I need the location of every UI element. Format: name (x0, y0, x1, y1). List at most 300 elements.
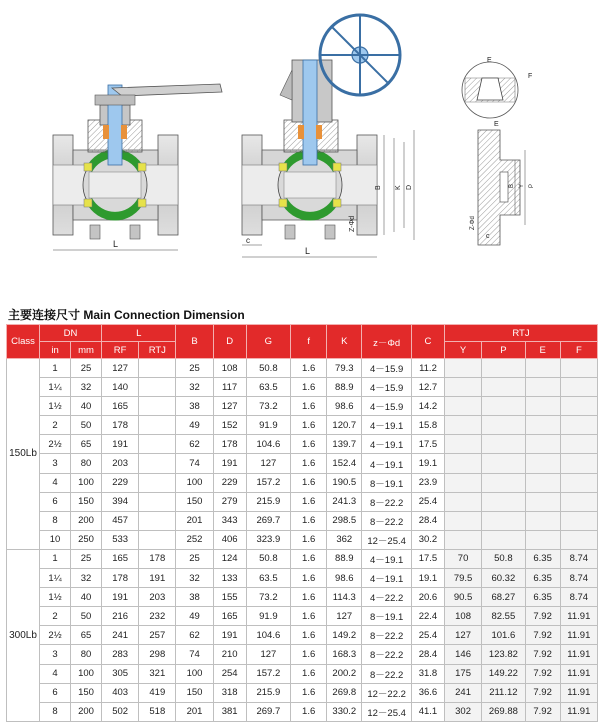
table-cell: 108 (444, 607, 481, 626)
table-cell: 403 (102, 683, 139, 702)
table-cell (139, 378, 176, 397)
col-c: C (411, 325, 444, 359)
table-cell (444, 454, 481, 473)
table-cell: 4－19.1 (362, 549, 412, 568)
table-cell: 63.5 (246, 569, 290, 588)
table-cell: 178 (213, 435, 246, 454)
dim-label-K: K (395, 185, 402, 190)
table-cell: 2 (40, 607, 71, 626)
dim-label-E2: E (494, 121, 499, 128)
col-f2: F (560, 342, 597, 359)
table-cell: 279 (213, 492, 246, 511)
table-cell: 178 (102, 569, 139, 588)
table-cell: 108 (213, 359, 246, 378)
table-cell: 4－19.1 (362, 454, 412, 473)
header-row-1 (7, 325, 598, 342)
table-row (7, 702, 598, 721)
table-cell: 394 (102, 492, 139, 511)
table-cell: 201 (176, 702, 213, 721)
table-cell: 7.92 (525, 645, 560, 664)
table-cell: 216 (102, 607, 139, 626)
table-cell: 25 (71, 359, 102, 378)
table-cell: 2½ (40, 435, 71, 454)
table-cell: 6.35 (525, 569, 560, 588)
table-cell: 23.9 (411, 473, 444, 492)
table-cell: 330.2 (327, 702, 362, 721)
table-cell: 165 (213, 607, 246, 626)
table-cell: 1.6 (291, 397, 327, 416)
table-cell: 6.35 (525, 588, 560, 607)
table-cell (444, 530, 481, 549)
table-cell: 533 (102, 530, 139, 549)
table-cell: 127 (444, 626, 481, 645)
table-cell: 8－22.2 (362, 626, 412, 645)
table-cell: 11.2 (411, 359, 444, 378)
table-cell: 63.5 (246, 378, 290, 397)
table-cell: 12－25.4 (362, 702, 412, 721)
table-cell: 305 (102, 664, 139, 683)
table-cell (525, 397, 560, 416)
table-cell: 1 (40, 549, 71, 568)
dim-label-B: B (375, 185, 382, 190)
table-cell: 200 (71, 511, 102, 530)
table-cell: 1½ (40, 588, 71, 607)
table-cell: 100 (71, 664, 102, 683)
table-cell: 6.35 (525, 549, 560, 568)
table-cell (560, 473, 597, 492)
table-row (7, 473, 598, 492)
table-cell: 152.4 (327, 454, 362, 473)
table-cell: 232 (139, 607, 176, 626)
dimension-table (6, 324, 598, 722)
col-rtj: RTJ (444, 325, 597, 342)
table-cell: 139.7 (327, 435, 362, 454)
table-cell: 127 (213, 397, 246, 416)
table-cell: 11.91 (560, 626, 597, 645)
table-cell: 150 (176, 492, 213, 511)
lever-valve-view (53, 84, 222, 250)
table-cell: 321 (139, 664, 176, 683)
table-row (7, 645, 598, 664)
table-cell: 203 (102, 454, 139, 473)
table-cell (560, 530, 597, 549)
table-cell: 241 (444, 683, 481, 702)
table-cell: 12.7 (411, 378, 444, 397)
table-cell: 157.2 (246, 664, 290, 683)
table-cell: 98.6 (327, 569, 362, 588)
table-cell: 4 (40, 473, 71, 492)
table-cell: 70 (444, 549, 481, 568)
table-cell (482, 454, 525, 473)
table-row (7, 397, 598, 416)
table-cell: 6 (40, 683, 71, 702)
table-cell: 74 (176, 454, 213, 473)
table-cell: 17.5 (411, 549, 444, 568)
dim-label-c2: c (486, 233, 490, 240)
col-dn: DN (40, 325, 102, 342)
table-cell: 215.9 (246, 492, 290, 511)
table-cell: 32 (176, 569, 213, 588)
table-cell: 269.8 (327, 683, 362, 702)
table-cell: 40 (71, 588, 102, 607)
table-cell: 133 (213, 569, 246, 588)
table-cell (482, 435, 525, 454)
table-cell: 2 (40, 416, 71, 435)
rtj-groove-detail (462, 57, 532, 118)
table-cell: 200 (71, 702, 102, 721)
table-cell: 7.92 (525, 702, 560, 721)
col-l: L (102, 325, 176, 342)
table-cell: 269.7 (246, 702, 290, 721)
table-row (7, 511, 598, 530)
col-b: B (176, 325, 213, 359)
table-cell: 8－22.2 (362, 645, 412, 664)
table-cell: 7.92 (525, 607, 560, 626)
table-cell: 168.3 (327, 645, 362, 664)
table-cell (560, 435, 597, 454)
table-cell: 1.6 (291, 530, 327, 549)
table-cell: 8 (40, 511, 71, 530)
table-row (7, 607, 598, 626)
table-cell: 104.6 (246, 435, 290, 454)
table-cell: 283 (102, 645, 139, 664)
table-cell: 68.27 (482, 588, 525, 607)
table-cell (482, 511, 525, 530)
table-cell: 10 (40, 530, 71, 549)
table-cell: 40 (71, 397, 102, 416)
table-cell: 8－22.2 (362, 492, 412, 511)
table-cell: 1.6 (291, 511, 327, 530)
table-cell: 2½ (40, 626, 71, 645)
table-cell: 150 (71, 683, 102, 702)
table-cell (525, 416, 560, 435)
table-cell: 175 (444, 664, 481, 683)
table-cell: 4－19.1 (362, 569, 412, 588)
table-cell: 11.91 (560, 664, 597, 683)
table-cell (525, 530, 560, 549)
table-cell: 17.5 (411, 435, 444, 454)
table-cell: 1.6 (291, 683, 327, 702)
dim-label-Y: Y (519, 183, 525, 188)
table-cell: 318 (213, 683, 246, 702)
col-z: z－Φd (362, 325, 412, 359)
table-cell (525, 454, 560, 473)
table-cell: 4 (40, 664, 71, 683)
table-cell: 229 (213, 473, 246, 492)
table-cell: 1.6 (291, 645, 327, 664)
table-row (7, 683, 598, 702)
table-cell (444, 473, 481, 492)
table-cell: 406 (213, 530, 246, 549)
table-cell: 60.32 (482, 569, 525, 588)
table-cell: 15.8 (411, 416, 444, 435)
table-cell: 1.6 (291, 569, 327, 588)
table-cell: 149.2 (327, 626, 362, 645)
table-cell: 50.8 (246, 359, 290, 378)
table-row (7, 549, 598, 568)
table-cell (482, 473, 525, 492)
table-row (7, 435, 598, 454)
col-mm: mm (71, 342, 102, 359)
table-cell: 4－22.2 (362, 588, 412, 607)
dim-label-L: L (113, 239, 119, 249)
table-cell: 8－22.2 (362, 664, 412, 683)
table-cell (444, 435, 481, 454)
dim-label-z-phid2: Z-Φd (470, 216, 476, 230)
table-cell: 25 (176, 549, 213, 568)
table-cell (139, 416, 176, 435)
table-cell: 20.6 (411, 588, 444, 607)
table-cell: 74 (176, 645, 213, 664)
table-row (7, 454, 598, 473)
col-f: f (291, 325, 327, 359)
table-cell: 457 (102, 511, 139, 530)
table-cell (525, 473, 560, 492)
table-cell: 7.92 (525, 626, 560, 645)
table-cell: 50 (71, 607, 102, 626)
table-cell: 1 (40, 359, 71, 378)
table-row (7, 492, 598, 511)
table-cell (444, 397, 481, 416)
table-cell (482, 530, 525, 549)
table-cell: 6 (40, 492, 71, 511)
table-cell: 211.12 (482, 683, 525, 702)
table-cell: 1.6 (291, 359, 327, 378)
table-row (7, 378, 598, 397)
table-cell: 7.92 (525, 683, 560, 702)
table-cell: 50.8 (246, 549, 290, 568)
table-cell (560, 397, 597, 416)
table-cell: 73.2 (246, 588, 290, 607)
table-cell: 124 (213, 549, 246, 568)
table-cell (444, 492, 481, 511)
table-cell: 298.5 (327, 511, 362, 530)
table-cell: 1.6 (291, 416, 327, 435)
table-cell: 38 (176, 588, 213, 607)
table-cell: 362 (327, 530, 362, 549)
col-k: K (327, 325, 362, 359)
table-cell (444, 511, 481, 530)
table-cell: 101.6 (482, 626, 525, 645)
table-cell: 65 (71, 435, 102, 454)
table-cell: 82.55 (482, 607, 525, 626)
dim-label-E: E (487, 57, 492, 64)
table-cell: 117 (213, 378, 246, 397)
table-cell: 80 (71, 645, 102, 664)
table-cell: 178 (102, 416, 139, 435)
table-cell (560, 359, 597, 378)
table-cell: 11.91 (560, 683, 597, 702)
table-cell: 1.6 (291, 492, 327, 511)
table-cell (560, 454, 597, 473)
table-cell: 30.2 (411, 530, 444, 549)
table-cell: 518 (139, 702, 176, 721)
table-cell: 49 (176, 416, 213, 435)
col-d: D (213, 325, 246, 359)
table-cell (482, 416, 525, 435)
table-cell (139, 511, 176, 530)
table-cell: 257 (139, 626, 176, 645)
col-rf: RF (102, 342, 139, 359)
table-cell: 25 (176, 359, 213, 378)
table-cell: 88.9 (327, 378, 362, 397)
table-cell: 140 (102, 378, 139, 397)
table-cell: 127 (246, 645, 290, 664)
table-cell (139, 359, 176, 378)
table-cell: 19.1 (411, 454, 444, 473)
table-cell: 104.6 (246, 626, 290, 645)
dim-label-c: c (246, 236, 250, 245)
table-row (7, 569, 598, 588)
table-cell: 88.9 (327, 549, 362, 568)
table-row (7, 626, 598, 645)
table-cell: 8 (40, 702, 71, 721)
table-cell: 152 (213, 416, 246, 435)
table-cell (525, 435, 560, 454)
table-cell: 1.6 (291, 549, 327, 568)
table-row (7, 530, 598, 549)
table-cell: 165 (102, 549, 139, 568)
col-class: Class (7, 325, 40, 359)
table-cell: 250 (71, 530, 102, 549)
table-cell: 191 (102, 588, 139, 607)
table-cell: 100 (71, 473, 102, 492)
table-cell: 502 (102, 702, 139, 721)
table-cell (482, 378, 525, 397)
table-cell: 1.6 (291, 702, 327, 721)
table-cell: 28.4 (411, 645, 444, 664)
table-cell: 191 (213, 454, 246, 473)
table-cell (139, 397, 176, 416)
table-cell: 114.3 (327, 588, 362, 607)
table-cell: 343 (213, 511, 246, 530)
table-cell (482, 359, 525, 378)
valve-drawing (0, 0, 604, 300)
table-cell: 12－25.4 (362, 530, 412, 549)
table-cell: 269.88 (482, 702, 525, 721)
table-cell: 229 (102, 473, 139, 492)
table-cell: 1.6 (291, 588, 327, 607)
table-cell: 11.91 (560, 607, 597, 626)
table-row (7, 664, 598, 683)
table-cell: 8.74 (560, 549, 597, 568)
table-cell: 1.6 (291, 454, 327, 473)
col-in: in (40, 342, 71, 359)
table-cell: 1¼ (40, 378, 71, 397)
table-cell (560, 492, 597, 511)
table-cell: 25.4 (411, 626, 444, 645)
table-cell: 8－19.1 (362, 473, 412, 492)
dimension-table-body (7, 359, 598, 722)
table-cell: 254 (213, 664, 246, 683)
table-cell (139, 454, 176, 473)
table-cell: 215.9 (246, 683, 290, 702)
section-title: 主要连接尺寸 Main Connection Dimension (8, 308, 245, 322)
table-cell: 201 (176, 511, 213, 530)
table-cell (525, 359, 560, 378)
table-cell: 252 (176, 530, 213, 549)
table-cell (525, 511, 560, 530)
table-cell: 80 (71, 454, 102, 473)
dim-label-B2: B (509, 183, 515, 188)
table-cell: 38 (176, 397, 213, 416)
table-row (7, 359, 598, 378)
table-cell: 1¼ (40, 569, 71, 588)
table-cell: 62 (176, 626, 213, 645)
table-cell: 4－15.9 (362, 397, 412, 416)
table-cell: 11.91 (560, 702, 597, 721)
table-cell (139, 530, 176, 549)
table-cell: 3 (40, 454, 71, 473)
table-cell (482, 397, 525, 416)
table-cell: 25.4 (411, 492, 444, 511)
table-row (7, 588, 598, 607)
table-cell: 49 (176, 607, 213, 626)
table-cell: 150 (71, 492, 102, 511)
table-cell: 32 (71, 569, 102, 588)
col-rtj-l: RTJ (139, 342, 176, 359)
table-cell: 32 (176, 378, 213, 397)
table-cell: 22.4 (411, 607, 444, 626)
table-cell (482, 492, 525, 511)
table-row (7, 416, 598, 435)
table-cell: 98.6 (327, 397, 362, 416)
table-cell: 8.74 (560, 569, 597, 588)
gear-valve-view (242, 15, 414, 257)
table-cell: 149.22 (482, 664, 525, 683)
table-cell: 31.8 (411, 664, 444, 683)
table-cell: 3 (40, 645, 71, 664)
table-cell: 36.6 (411, 683, 444, 702)
table-cell: 146 (444, 645, 481, 664)
flange-section-detail (470, 121, 535, 245)
table-cell: 127 (327, 607, 362, 626)
table-cell: 381 (213, 702, 246, 721)
table-cell: 50.8 (482, 549, 525, 568)
table-cell (444, 416, 481, 435)
table-cell: 1.6 (291, 664, 327, 683)
table-cell: 241 (102, 626, 139, 645)
table-cell: 25 (71, 549, 102, 568)
table-cell: 8－22.2 (362, 511, 412, 530)
dim-label-L2: L (305, 246, 311, 256)
table-cell: 12－22.2 (362, 683, 412, 702)
table-cell: 298 (139, 645, 176, 664)
class-cell: 300Lb (7, 549, 40, 721)
table-cell: 14.2 (411, 397, 444, 416)
table-cell (525, 378, 560, 397)
class-cell: 150Lb (7, 359, 40, 550)
table-cell: 90.5 (444, 588, 481, 607)
dim-label-z-phid: Z-Φd (349, 215, 356, 232)
table-cell: 123.82 (482, 645, 525, 664)
table-cell: 79.3 (327, 359, 362, 378)
table-cell: 79.5 (444, 569, 481, 588)
table-cell: 100 (176, 664, 213, 683)
table-cell: 200.2 (327, 664, 362, 683)
table-cell: 127 (102, 359, 139, 378)
col-p: P (482, 342, 525, 359)
table-cell: 100 (176, 473, 213, 492)
dim-label-P: P (529, 183, 535, 188)
table-cell: 1.6 (291, 626, 327, 645)
table-cell: 4－15.9 (362, 378, 412, 397)
col-g: G (246, 325, 290, 359)
table-cell: 4－15.9 (362, 359, 412, 378)
table-cell (444, 378, 481, 397)
table-cell: 4－19.1 (362, 435, 412, 454)
table-cell: 65 (71, 626, 102, 645)
